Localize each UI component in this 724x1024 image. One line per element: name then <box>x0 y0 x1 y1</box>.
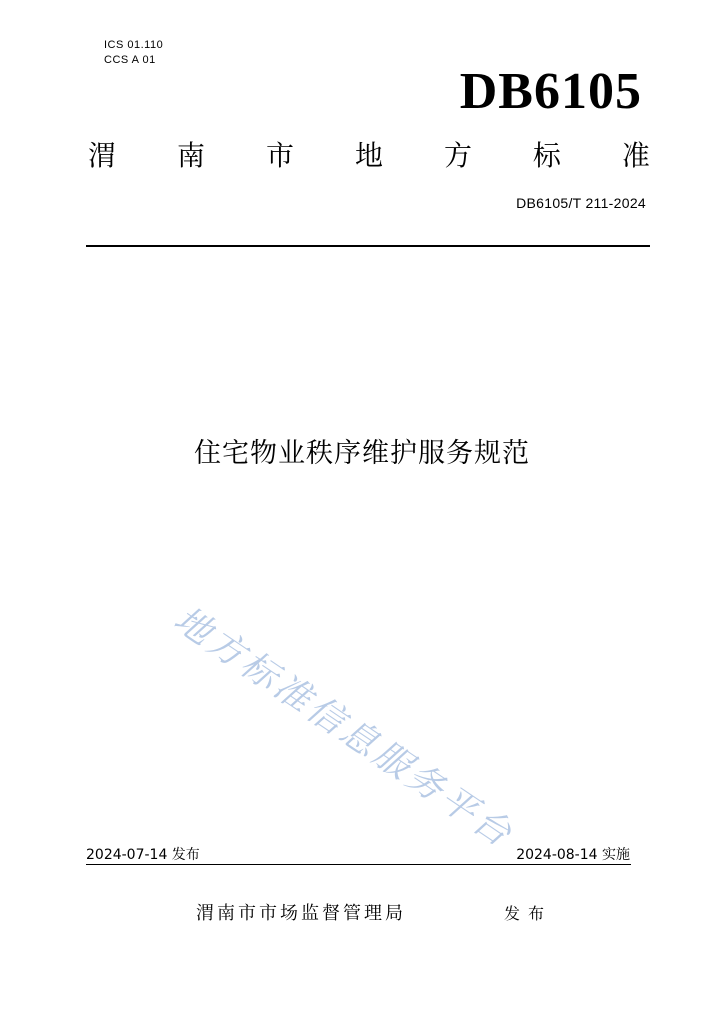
implement-date: 2024-08-14 实施 <box>516 847 630 863</box>
header-divider <box>86 245 650 247</box>
standard-type-char: 准 <box>621 139 650 172</box>
standard-type-char: 地 <box>354 139 383 172</box>
footer-divider <box>86 864 631 865</box>
watermark: 地方标准信息服务平台 <box>166 598 522 857</box>
standard-type-char: 方 <box>443 139 472 172</box>
issuer-name: 渭南市市场监督管理局 <box>196 903 406 924</box>
standard-type-char: 市 <box>265 139 294 172</box>
issue-date: 2024-07-14 发布 <box>86 847 200 863</box>
standard-type-char: 渭 <box>88 139 117 172</box>
standard-number: DB6105/T 211-2024 <box>516 195 646 211</box>
standard-type-char: 南 <box>176 139 205 172</box>
document-title: 住宅物业秩序维护服务规范 <box>194 438 530 469</box>
issuer-action: 发布 <box>504 904 553 923</box>
standard-type-char: 标 <box>532 139 561 172</box>
classification-codes <box>104 38 163 68</box>
ccs-code: CCS A 01 <box>104 54 156 66</box>
standard-code: DB6105 <box>459 63 642 120</box>
ics-code: ICS 01.110 <box>104 39 164 51</box>
standard-type <box>88 138 650 174</box>
